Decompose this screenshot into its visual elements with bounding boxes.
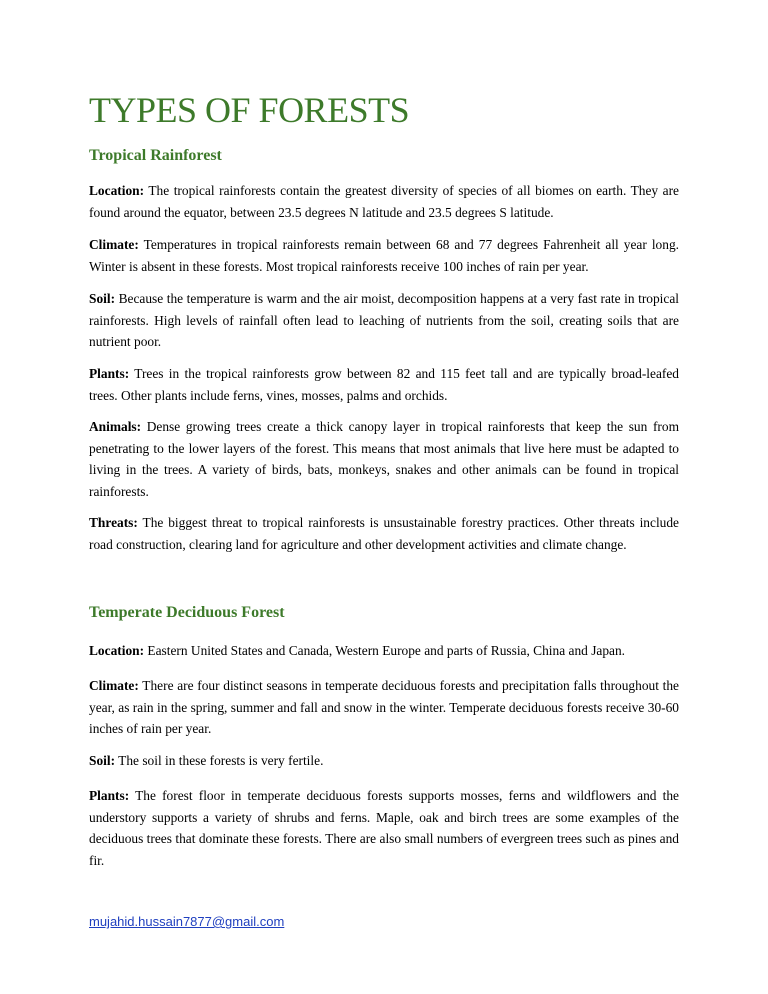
paragraph-tropical-animals <box>89 416 679 502</box>
paragraph-label: Climate: <box>89 237 139 252</box>
paragraph-tropical-plants <box>89 363 679 406</box>
paragraph-tropical-threats <box>89 512 679 555</box>
paragraph-temperate-climate <box>89 675 679 740</box>
paragraph-temperate-plants <box>89 785 679 871</box>
paragraph-label: Animals: <box>89 419 142 434</box>
paragraph-label: Plants: <box>89 366 130 381</box>
paragraph-label: Soil: <box>89 291 116 306</box>
paragraph-label: Soil: <box>89 753 116 768</box>
page-title: TYPES OF FORESTS <box>89 90 410 130</box>
section-heading-temperate: Temperate Deciduous Forest <box>89 604 285 621</box>
paragraph-text: Because the temperature is warm and the air moist, decomposition happens at a very fast rate in tropical rainforests. High levels of rainfall often lead to leaching of nutrients from the soil, creating soils that are nutrient poor. <box>89 291 679 350</box>
paragraph-label: Climate: <box>89 678 139 693</box>
paragraph-label: Threats: <box>89 515 138 530</box>
section-heading-tropical: Tropical Rainforest <box>89 147 222 164</box>
footer-email-link[interactable]: mujahid.hussain7877@gmail.com <box>89 914 285 929</box>
paragraph-text: There are four distinct seasons in temperate deciduous forests and precipitation falls throughout the year, as rain in the spring, summer and fall and snow in the winter. Temperate deciduous forests receive 30-60 inches of rain per year. <box>89 678 679 737</box>
paragraph-text: The tropical rainforests contain the greatest diversity of species of all biomes on earth. They are found around the equator, between 23.5 degrees N latitude and 23.5 degrees S latitude. <box>89 183 679 220</box>
paragraph-label: Location: <box>89 183 145 198</box>
paragraph-text: The biggest threat to tropical rainforests is unsustainable forestry practices. Other threats include road construction, clearing land for agriculture and other development activities and climate change. <box>89 515 679 552</box>
paragraph-temperate-location <box>89 640 679 662</box>
paragraph-tropical-climate <box>89 234 679 277</box>
paragraph-tropical-location <box>89 180 679 223</box>
paragraph-text: Dense growing trees create a thick canopy layer in tropical rainforests that keep the sun from penetrating to the lower layers of the forest. This means that most animals that live here must be adapted to living in the trees. A variety of birds, bats, monkeys, snakes and other animals can be found in tropical rainforests. <box>89 419 679 499</box>
paragraph-label: Plants: <box>89 788 130 803</box>
paragraph-text: Temperatures in tropical rainforests remain between 68 and 77 degrees Fahrenheit all year long. Winter is absent in these forests. Most tropical rainforests receive 100 inches of rain per year. <box>89 237 679 274</box>
paragraph-tropical-soil <box>89 288 679 353</box>
paragraph-text: Trees in the tropical rainforests grow between 82 and 115 feet tall and are typically broad-leafed trees. Other plants include ferns, vines, mosses, palms and orchids. <box>89 366 679 403</box>
paragraph-label: Location: <box>89 643 145 658</box>
paragraph-text: Eastern United States and Canada, Western Europe and parts of Russia, China and Japan. <box>144 643 626 658</box>
paragraph-temperate-soil <box>89 750 679 772</box>
paragraph-text: The forest floor in temperate deciduous forests supports mosses, ferns and wildflowers and the understory supports a variety of shrubs and ferns. Maple, oak and birch trees are some examples of the deciduous trees that dominate these forests. There are also small numbers of evergreen trees such as pines and fir. <box>89 788 679 868</box>
paragraph-text: The soil in these forests is very fertile. <box>115 753 324 768</box>
